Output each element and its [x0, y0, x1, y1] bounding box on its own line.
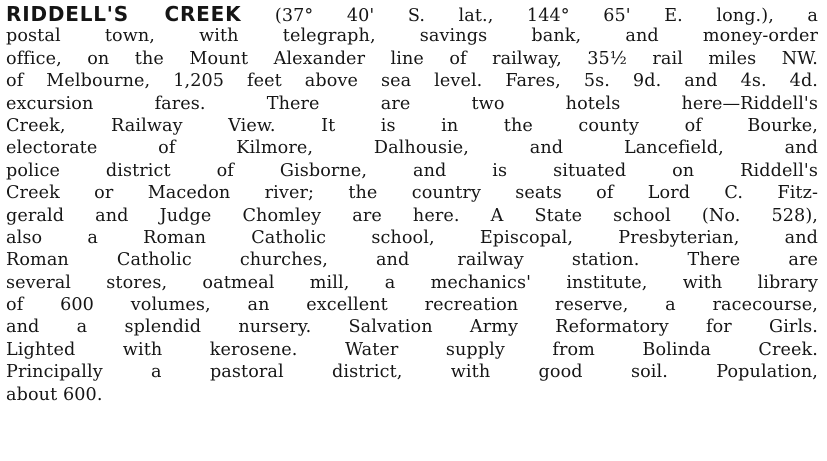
entry-line-16: Lighted with kerosene. Water supply from Bolinda Creek.: [6, 339, 818, 360]
entry-line-1: [6, 3, 818, 25]
entry-line-6: Creek, Railway View. It is in the county of Bourke,: [6, 115, 818, 136]
entry-line-17: Principally a pastoral district, with good soil. Population,: [6, 362, 818, 383]
entry-line-7: electorate of Kilmore, Dalhousie, and Lancefield, and: [6, 138, 818, 159]
entry-line-12: Roman Catholic churches, and railway station. There are: [6, 250, 818, 271]
entry-headword: RIDDELL'S CREEK: [6, 2, 242, 26]
entry-line-5: excursion fares. There are two hotels here—Riddell's: [6, 93, 818, 114]
entry-line-18: about 600.: [6, 384, 103, 405]
entry-line-2: postal town, with telegraph, savings bank, and money-order: [6, 26, 818, 47]
entry-line-14: of 600 volumes, an excellent recreation reserve, a racecourse,: [6, 295, 818, 316]
entry-line-3: office, on the Mount Alexander line of railway, 35½ rail miles NW.: [6, 48, 818, 69]
entry-coordinates: (37° 40' S. lat., 144° 65' E. long.), a: [241, 6, 818, 26]
entry-line-13: several stores, oatmeal mill, a mechanics' institute, with library: [6, 272, 818, 293]
entry-line-15: and a splendid nursery. Salvation Army Reformatory for Girls.: [6, 317, 818, 338]
entry-line-10: gerald and Judge Chomley are here. A State school (No. 528),: [6, 205, 818, 226]
entry-line-8: police district of Gisborne, and is situated on Riddell's: [6, 160, 818, 181]
entry-line-4: of Melbourne, 1,205 feet above sea level. Fares, 5s. 9d. and 4s. 4d.: [6, 71, 818, 92]
entry-line-11: also a Roman Catholic school, Episcopal, Presbyterian, and: [6, 227, 818, 248]
entry-line-9: Creek or Macedon river; the country seats of Lord C. Fitz-: [6, 183, 818, 204]
gazetteer-entry: [6, 3, 818, 406]
